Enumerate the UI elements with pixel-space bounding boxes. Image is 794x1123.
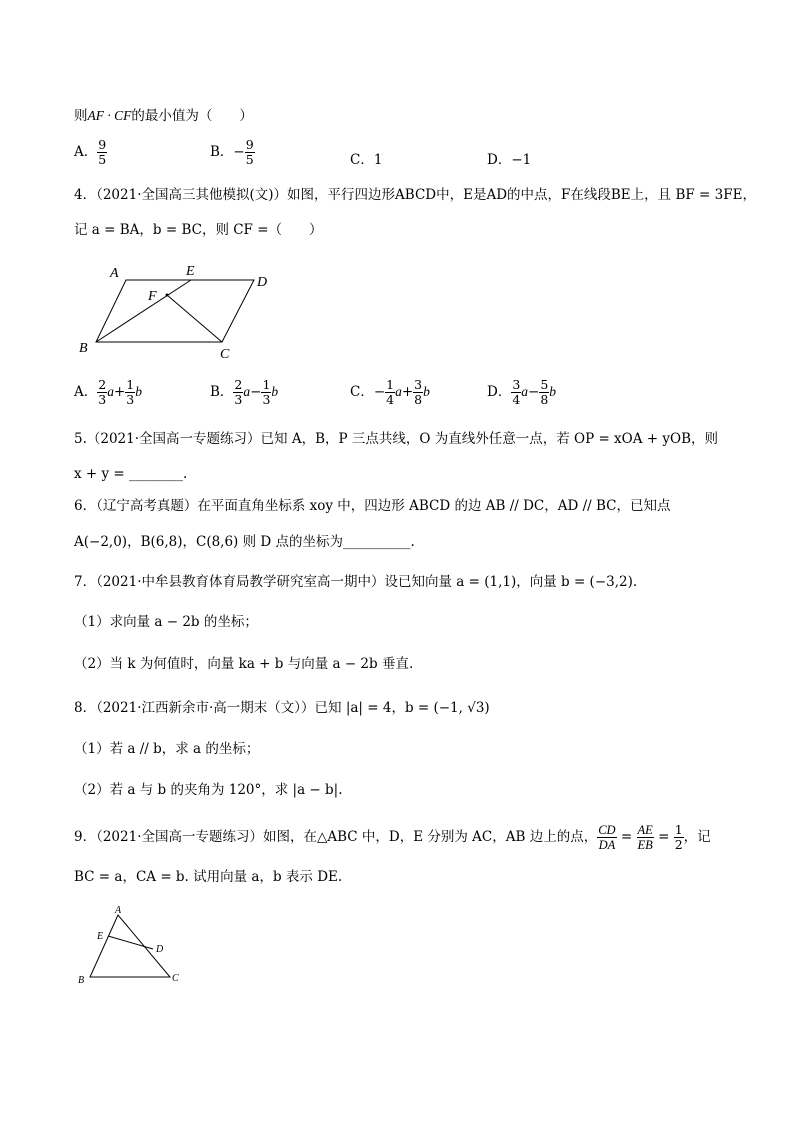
q4-stem-line1: 4．（2021·全国高三其他模拟(文)）如图，平行四边形ABCD中，E是AD的中点，F在线段BE上，且 BF = 3FE， bbox=[74, 187, 756, 203]
q3-option-a[interactable]: A． $\frac{9}{5}$ bbox=[74, 137, 107, 167]
q4-parallelogram bbox=[96, 280, 254, 342]
q4-option-c[interactable]: C．− $\frac{1}{4}$ a+ $\frac{3}{8}$ b bbox=[350, 377, 430, 407]
q3-tail-text: 则AF · CF的最小值为（ ） bbox=[74, 108, 253, 124]
q5-stem-line1: 5.（2021·全国高一专题练习）已知 A，B，P 三点共线，O 为直线外任意一点，若 OP = xOA + yOB，则 bbox=[74, 431, 718, 447]
q9-label-c: C bbox=[172, 973, 179, 984]
q4-label-a: A bbox=[110, 266, 119, 281]
q8-stem-line1: 8．（2021·江西新余市·高一期末（文））已知 |a| = 4，b = (−1, √3) bbox=[74, 700, 490, 716]
q9-label-a: A bbox=[115, 905, 122, 916]
q6-stem-line1: 6．（辽宁高考真题）在平面直角坐标系 xoy 中，四边形 ABCD 的边 AB // DC，AD // BC，已知点 bbox=[74, 498, 671, 514]
q3-option-b[interactable]: B．− $\frac{9}{5}$ bbox=[210, 137, 254, 167]
q4-parallelogram-figure bbox=[74, 260, 274, 360]
q6-stem-line2: A(−2,0)，B(6,8)，C(8,6) 则 D 点的坐标为__________. bbox=[74, 534, 415, 550]
q4-option-d[interactable]: D． $\frac{3}{4}$ a− $\frac{5}{8}$ b bbox=[487, 377, 557, 407]
q8-sub1: （1）若 a // b，求 a 的坐标； bbox=[74, 741, 260, 757]
q9-label-b: B bbox=[78, 975, 85, 985]
q8-sub2: （2）若 a 与 b 的夹角为 120°，求 |a − b|. bbox=[74, 782, 343, 798]
q9-triangle-figure bbox=[74, 903, 184, 985]
q7-stem-line1: 7．（2021·中牟县教育体育局教学研究室高一期中）设已知向量 a = (1,1)，向量 b = (−3,2). bbox=[74, 574, 638, 590]
q4-label-c: C bbox=[220, 347, 230, 360]
q9-label-d: D bbox=[156, 944, 164, 955]
q4-point-f bbox=[166, 294, 169, 297]
q9-segment-ed bbox=[108, 936, 153, 949]
q7-sub1: （1）求向量 a − 2b 的坐标； bbox=[74, 614, 258, 630]
q4-option-a[interactable]: A． $\frac{2}{3}$ a+ $\frac{1}{3}$ b bbox=[74, 377, 142, 407]
q4-segment-fc bbox=[167, 295, 222, 342]
q4-stem-line2: 记 a = BA，b = BC，则 CF =（ ） bbox=[74, 222, 323, 238]
q3-option-d[interactable]: D．−1 bbox=[487, 152, 532, 168]
q7-sub2: （2）当 k 为何值时，向量 ka + b 与向量 a − 2b 垂直. bbox=[74, 656, 414, 672]
q4-label-d: D bbox=[257, 275, 268, 290]
q4-segment-be bbox=[96, 280, 191, 342]
q5-stem-line2: x + y = ________. bbox=[74, 466, 188, 482]
q9-stem-line1: 9．（2021·全国高一专题练习）如图，在△ABC 中，D，E 分别为 AC，AB 边上的点， $\frac{CD}{DA}$ = $\frac{AE}{EB}$ = $\frac{1}{2}$ ，记 bbox=[74, 822, 711, 852]
q4-label-f: F bbox=[148, 289, 157, 304]
q9-label-e: E bbox=[97, 931, 104, 942]
q9-stem-line2: BC = a，CA = b. 试用向量 a，b 表示 DE. bbox=[74, 869, 343, 885]
q3-option-c[interactable]: C．1 bbox=[350, 152, 383, 168]
q4-label-e: E bbox=[186, 264, 195, 279]
q4-option-b[interactable]: B． $\frac{2}{3}$ a− $\frac{1}{3}$ b bbox=[210, 377, 279, 407]
q4-label-b: B bbox=[79, 341, 88, 356]
